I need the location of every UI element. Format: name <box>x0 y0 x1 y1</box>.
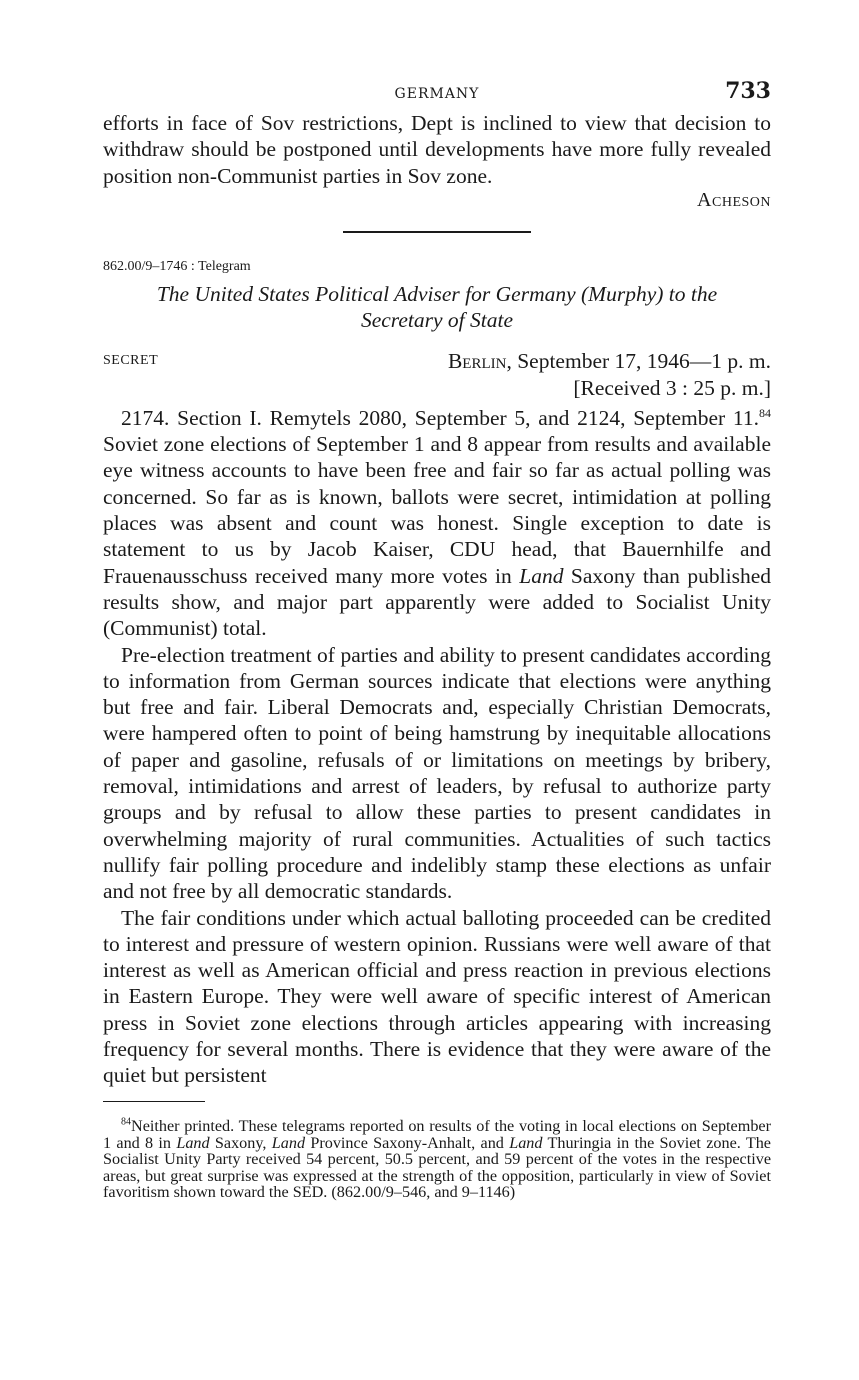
paragraph-1-part-2: Soviet zone elections of September 1 and 8 appear from results and available eye witness accounts to have been free and fair so far as actual polling was concerned. So far as is known, ballots were secret, intimidation at polling places was absent and count was honest. Single exception to date is statement to us by Jacob Kaiser, CDU head, that Bauernhilfe and Frauenausschuss received many more votes in <box>103 432 771 588</box>
paragraph-1-part-1: 2174. Section I. Remytels 2080, September 5, and 2124, September 11. <box>121 405 759 430</box>
dateline-row <box>103 349 771 375</box>
document-title-line-1: The United States Political Adviser for Germany (Murphy) to the <box>156 281 718 306</box>
footnote-reference: 84 <box>759 405 771 420</box>
footnote-divider <box>103 1101 205 1103</box>
document-page <box>103 76 771 1201</box>
footnote-italic-3: Land <box>509 1133 543 1152</box>
footnote-part-3: Province Saxony-Anhalt, and <box>305 1133 510 1152</box>
running-title: GERMANY <box>394 86 480 102</box>
dateline <box>448 349 771 374</box>
received-time: [Received 3 : 25 p. m.] <box>573 375 771 400</box>
document-title-line-2: Secretary of State <box>360 307 514 332</box>
file-number: 862.00/9–1746 : Telegram <box>103 258 251 274</box>
paragraph-2: Pre-election treatment of parties and ability to present candidates according to information from German sources indicate that elections were anything but free and fair. Liberal Democrats and, especially Christian Democrats, were hampered often to point of being hamstrung by inequitable allocations of paper and gasoline, refusals of or limitations on meetings by bribery, removal, intimidations and arrest of leaders, by refusal to authorize party groups and by refusal to allow these parties to present candidates in overwhelming majority of rural communities. Actualities of such tactics nullify fair polling procedure and indelibly stamp these elections as unfair and not free by all democratic standards. <box>103 642 771 904</box>
running-head <box>103 76 771 110</box>
footnote-italic-1: Land <box>176 1133 210 1152</box>
paragraph-3: The fair conditions under which actual balloting proceeded can be credited to interest and pressure of western opinion. Russians were well aware of that interest as well as American official and press reaction in previous elections in Eastern Europe. They were well aware of specific interest of American press in Soviet zone elections through articles appearing with increasing frequency for several months. There is evidence that they were aware of the quiet but persistent <box>103 905 771 1088</box>
footnote-part-1: Neither printed. These telegrams reported on results of the voting in local elections on September 1 and 8 in <box>103 1117 771 1152</box>
section-divider <box>343 231 531 233</box>
signature <box>103 189 771 213</box>
classification: SECRET <box>103 352 159 368</box>
dateline-date: , September 17, 1946—1 p. m. <box>506 348 771 373</box>
document-title <box>103 281 771 333</box>
footnote-part-2: Saxony, <box>209 1133 272 1152</box>
paragraph-1-part-3: Saxony than published results show, and major part apparently were added to Socialist Unity (Communist) total. <box>103 563 772 641</box>
page-number: 733 <box>725 78 771 104</box>
footnote <box>103 1118 771 1201</box>
continuation-paragraph: efforts in face of Sov restrictions, Dept is inclined to view that decision to withdraw should be postponed until developments have more fully revealed position non-Communist parties in Sov zone. <box>103 111 771 188</box>
footnote-marker: 84 <box>121 1116 131 1128</box>
paragraph-1 <box>103 405 771 642</box>
paragraph-1-italic: Land <box>519 563 564 588</box>
footnote-part-4: Thuringia in the Soviet zone. The Socialist Unity Party received 54 percent, 50.5 percent, and 59 percent of the votes in the respective areas, but great surprise was expressed at the strength of the opposition, particularly in view of Soviet favoritism shown toward the SED. (862.00/9–546, and 9–1146) <box>103 1133 771 1202</box>
footnote-italic-2: Land <box>271 1133 306 1152</box>
signature-text: Acheson <box>697 188 771 211</box>
dateline-place: Berlin <box>447 348 507 373</box>
